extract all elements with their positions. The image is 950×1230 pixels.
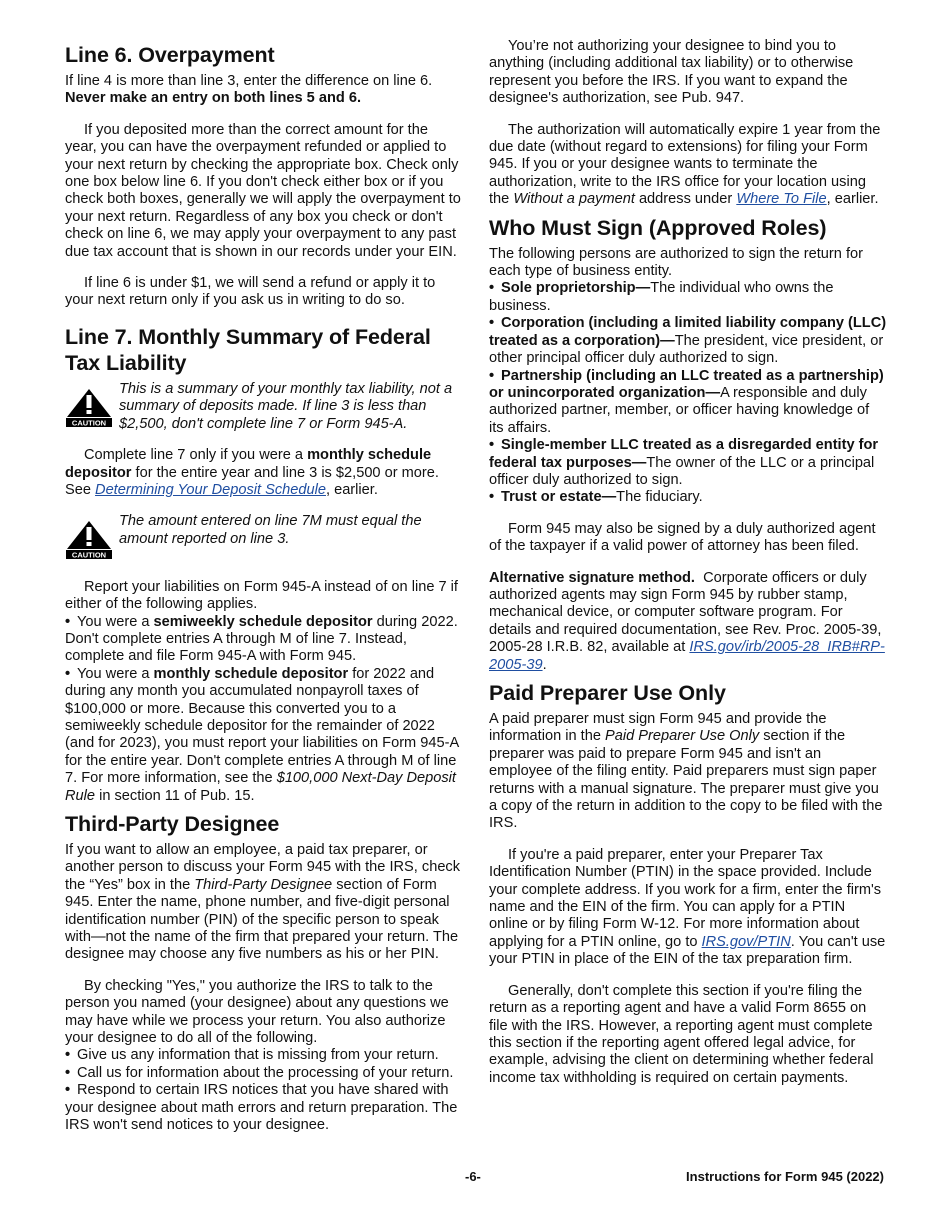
left-column xyxy=(65,38,463,1135)
link-rev-proc[interactable]: IRS.gov/irb/2005-28_IRB#RP-2005-39 xyxy=(489,639,885,673)
heading-who-must-sign: Who Must Sign (Approved Roles) xyxy=(489,215,827,240)
designee-paragraph-1: You’re not authorizing your designee to bind you to anything (including additional tax liability) or to otherwise represent you before the IRS. If you want to expand the designee's authorization, see Pub. 947. xyxy=(489,38,854,107)
list-item: • You were a monthly schedule depositor for 2022 and during any month you accumulated nonpayroll taxes of $100,000 or more. Because this converted you to a semiweekly schedule depositor for the remainder of 2022 (and for 2023), you must report your liabilities on Form 945-A for the entire year. Don't complete entries A through M of line 7. For more information, see the $100,000 Next-Day Deposit Rule in section 11 of Pub. 15. xyxy=(65,665,459,804)
page-number: -6- xyxy=(465,1169,481,1184)
line6-paragraph-1: If line 4 is more than line 3, enter the difference on line 6. Never make an entry on both lines 5 and 6. xyxy=(65,73,433,107)
list-item: • Partnership (including an LLC treated as a partnership) or unincorporated organization—A responsible and duly authorized partner, member, or officer having knowledge of its affairs. xyxy=(489,367,884,436)
list-item: • Single-member LLC treated as a disregarded entity for federal tax purposes—The owner of the LLC or a principal officer duly authorized to sign. xyxy=(489,437,879,488)
line7-paragraph-1: Complete line 7 only if you were a monthly schedule depositor for the entire year and line 3 is $2,500 or more. See Determining Your Deposit Schedule, earlier. xyxy=(65,447,439,498)
heading-third-party-designee: Third-Party Designee xyxy=(65,812,280,836)
alt-signature-paragraph: Alternative signature method. Corporate officers or duly authorized agents may sign Form 945 by rubber stamp, mechanical device, or computer software program. For details and required documentation, see Rev. Proc. 2005-39, 2005-28 I.R.B. 82, available at IRS.gov/irb/2005-28_IRB#RP-2005-39. xyxy=(489,569,885,673)
svg-text:CAUTION: CAUTION xyxy=(71,418,107,427)
caution-icon xyxy=(65,513,113,564)
right-column xyxy=(489,38,887,1087)
caution-text-1: This is a summary of your monthly tax liability, not a summary of deposits made. If line 3 is less than $2,500, don't complete line 7 or Form 945-A. xyxy=(119,380,453,432)
paid-paragraph-3: Generally, don't complete this section if you're filing the return as a reporting agent and have a valid Form 8655 on file with the IRS. However, a reporting agent must complete this section if the reporting agent offered legal advice, for example, advising the client on determining whether federal income tax withholding is required on certain payments. xyxy=(489,982,874,1086)
line6-paragraph-3: If line 6 is under $1, we will send a refund or apply it to your next return only if you ask us in writing to do so. xyxy=(65,275,436,309)
link-determining-deposit-schedule[interactable]: Determining Your Deposit Schedule xyxy=(95,481,326,498)
line7-paragraph-2: Report your liabilities on Form 945-A instead of on line 7 if either of the following applies. xyxy=(65,578,458,613)
paid-paragraph-2: If you're a paid preparer, enter your Preparer Tax Identification Number (PTIN) in the space provided. Include your complete address. If you work for a firm, enter the firm's name and the EIN of the firm. You can apply for a PTIN online or by filing Form W-12. For more information about applying for a PTIN online, go to IRS.gov/PTIN. You can't use your PTIN in place of the EIN of the tax preparation firm. xyxy=(489,846,886,968)
link-where-to-file[interactable]: Where To File xyxy=(736,191,827,208)
list-item: • Trust or estate—The fiduciary. xyxy=(489,489,703,506)
line6-paragraph-2: If you deposited more than the correct amount for the year, you can have the overpayment refunded or applied to your next return by checking the appropriate box. Check only one box below line 6. If you don't check either box or if you check both boxes, generally we will apply the overpayment to your next return. Regardless of any box you check or don't check on line 6, we may apply your overpayment to any past due tax account that is shown in our records under your EIN. xyxy=(65,121,461,260)
svg-text:CAUTION: CAUTION xyxy=(71,550,107,560)
list-item: • Call us for information about the processing of your return. xyxy=(65,1064,454,1081)
designee-paragraph-2: The authorization will automatically expire 1 year from the due date (without regard to extensions) for filing your Form 945. If you or your designee wants to terminate the authorization, write to the IRS office for your location using the Without a payment address under Where To File, earlier. xyxy=(489,121,881,208)
caution-text-2: The amount entered on line 7M must equal the amount reported on line 3. xyxy=(119,513,422,547)
list-item: • You were a semiweekly schedule depositor during 2022. Don't complete entries A through M of line 7. Instead, complete and file Form 945-A with Form 945. xyxy=(65,613,458,665)
caution-note-2 xyxy=(65,513,463,564)
sign-paragraph-2: Form 945 may also be signed by a duly authorized agent of the taxpayer if a valid power of attorney has been filed. xyxy=(489,520,876,555)
caution-note-1 xyxy=(65,381,463,433)
link-ptin[interactable]: IRS.gov/PTIN xyxy=(701,933,791,950)
heading-line7: Line 7. Monthly Summary of Federal Tax Liability xyxy=(65,324,431,375)
list-item: • Give us any information that is missing from your return. xyxy=(65,1047,439,1064)
sign-intro: The following persons are authorized to sign the return for each type of business entity. xyxy=(489,245,863,280)
caution-icon xyxy=(65,381,113,433)
heading-paid-preparer: Paid Preparer Use Only xyxy=(489,681,726,705)
list-item: • Sole proprietorship—The individual who owns the business. xyxy=(489,280,834,314)
paid-paragraph-1: A paid preparer must sign Form 945 and provide the information in the Paid Preparer Use Only section if the preparer was paid to prepare Form 945 and isn't an employee of the filing entity. Paid preparers must sign paper returns with a manual signature. The preparer must give you a copy of the return in addition to the copy to be filed with the IRS. xyxy=(489,711,883,832)
footer-title: Instructions for Form 945 (2022) xyxy=(686,1169,884,1184)
tpd-paragraph-2: By checking "Yes," you authorize the IRS to talk to the person you named (your designee) about any questions we may have while we process your return. You also authorize your designee to do all of the following. xyxy=(65,977,449,1047)
heading-line6: Line 6. Overpayment xyxy=(65,43,275,67)
list-item: • Respond to certain IRS notices that you have shared with your designee about math errors and return preparation. The IRS won't send notices to your designee. xyxy=(65,1082,458,1134)
tpd-paragraph-1: If you want to allow an employee, a paid tax preparer, or another person to discuss your Form 945 with the IRS, check the “Yes” box in the Third-Party Designee section of Form 945. Enter the name, phone number, and five-digit personal identification number (PIN) of the specific person to speak with—not the name of the firm that prepared your return. The designee may choose any five numbers as his or her PIN. xyxy=(65,842,461,963)
list-item: • Corporation (including a limited liability company (LLC) treated as a corporation)—The president, vice president, or other principal officer duly authorized to sign. xyxy=(489,315,887,367)
